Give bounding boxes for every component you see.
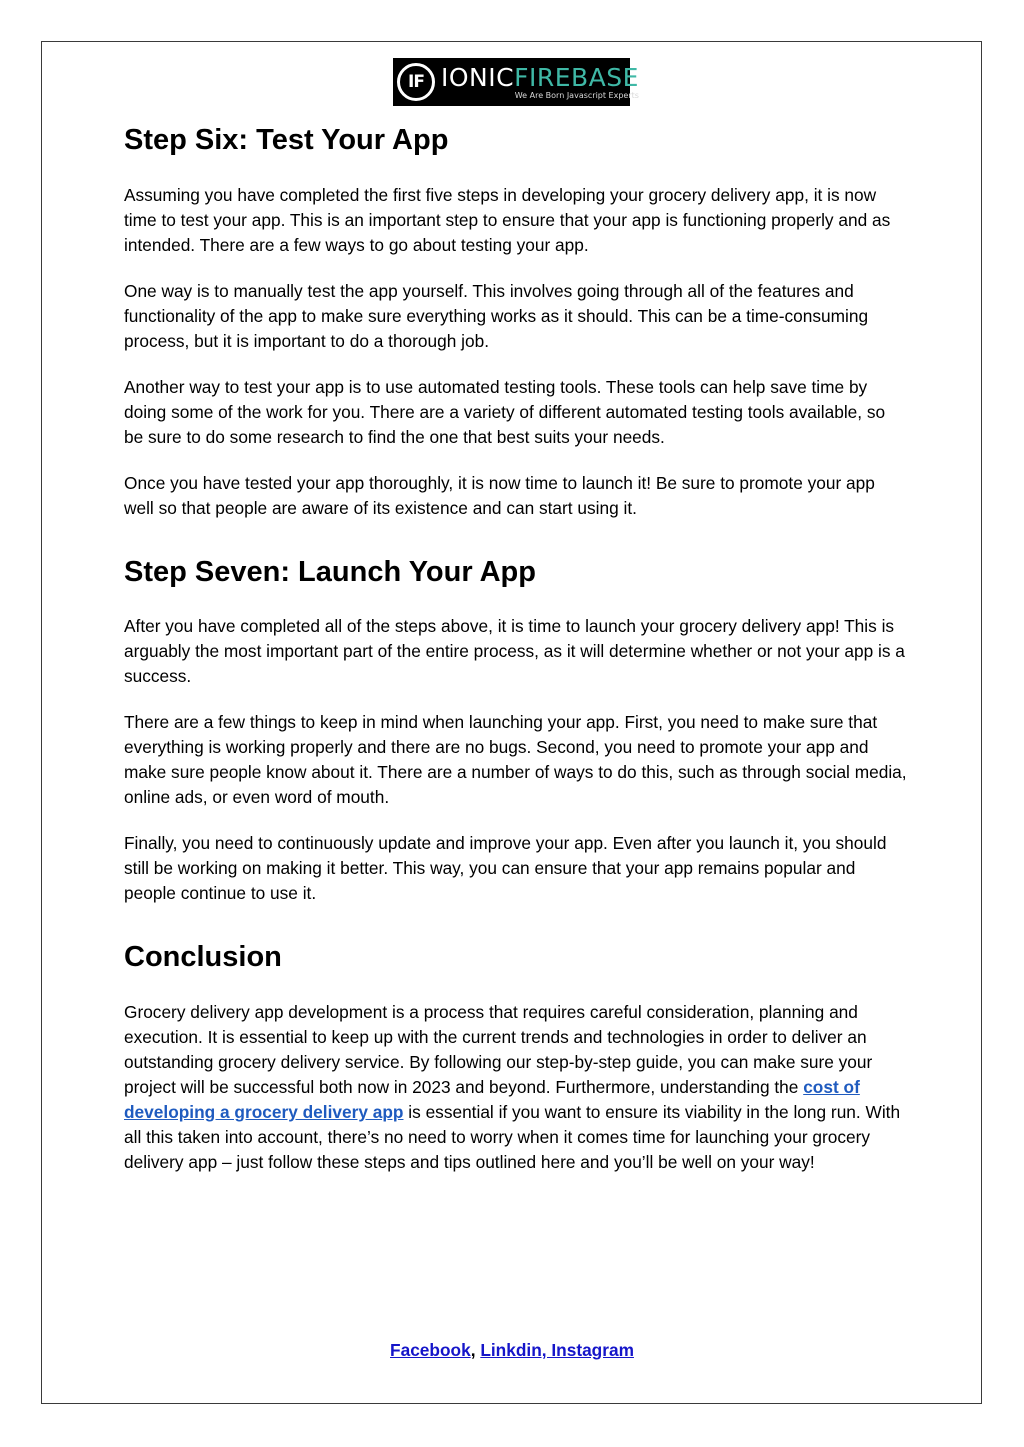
step-seven-paragraph-2: There are a few things to keep in mind when launching your app. First, you need to make sure that everything is working properly and there are no bugs. Second, you need to promote your app and make sure people know about it. There are a number of ways to do this, such as through social media, online ads, or even word of mouth. <box>124 712 907 808</box>
logo-text <box>441 62 639 100</box>
conclusion-text-after-link: is essential if you want to ensure its viability in the long run. With all this taken into account, there’s no need to worry when it comes time for launching your grocery delivery app – just follow these steps and tips outlined here and you’ll be well on your way! <box>124 1102 901 1173</box>
step-six-paragraph-4: Once you have tested your app thoroughly, it is now time to launch it! Be sure to promote your app well so that people are aware of its existence and can start using it. <box>124 472 875 518</box>
footer-separator: , <box>470 1340 481 1360</box>
conclusion-paragraph <box>124 1000 909 1175</box>
logo-word-primary: IONIC <box>441 62 515 92</box>
footer-social-links <box>0 1340 1024 1361</box>
logo-wordmark <box>441 62 639 92</box>
heading-conclusion: Conclusion <box>124 941 282 974</box>
heading-step-seven: Step Seven: Launch Your App <box>124 555 536 588</box>
cost-of-developing-link[interactable]: cost of developing a grocery delivery app <box>124 1077 860 1123</box>
linkdin-instagram-link[interactable]: Linkdin, Instagram <box>480 1340 634 1360</box>
logo-word-secondary: FIREBASE <box>514 62 639 92</box>
ionic-firebase-logo <box>393 58 639 106</box>
logo-tagline: We Are Born Javascript Experts <box>514 90 639 100</box>
step-six-paragraph-1: Assuming you have completed the first five steps in developing your grocery delivery app, it is now time to test your app. This is an important step to ensure that your app is functioning properly and as intended. There are a few ways to go about testing your app. <box>124 184 891 255</box>
document-body <box>124 118 909 1175</box>
step-six-paragraph-3: Another way to test your app is to use automated testing tools. These tools can help save time by doing some of the work for you. There are a variety of different automated testing tools available, so be sure to do some research to find the one that best suits your needs. <box>124 376 886 447</box>
facebook-link[interactable]: Facebook <box>390 1340 471 1360</box>
logo-mark-icon: IF <box>397 63 435 101</box>
heading-step-six: Step Six: Test Your App <box>124 124 449 156</box>
step-seven-paragraph-3: Finally, you need to continuously update and improve your app. Even after you launch it, you should still be working on making it better. This way, you can ensure that your app remains popular and people continue to use it. <box>124 833 887 904</box>
conclusion-text-before-link: Grocery delivery app development is a process that requires careful consideration, planning and execution. It is essential to keep up with the current trends and technologies in order to deliver an outstanding grocery delivery service. By following our step-by-step guide, you can make sure your project will be successful both now in 2023 and beyond. Furthermore, understanding the <box>124 1002 873 1098</box>
step-six-paragraph-2: One way is to manually test the app yourself. This involves going through all of the features and functionality of the app to make sure everything works as it should. This can be a time-consuming process, but it is important to do a thorough job. <box>124 280 869 351</box>
step-seven-paragraph-1: After you have completed all of the steps above, it is time to launch your grocery delivery app! This is arguably the most important part of the entire process, as it will determine whether or not your app is a success. <box>124 616 905 687</box>
